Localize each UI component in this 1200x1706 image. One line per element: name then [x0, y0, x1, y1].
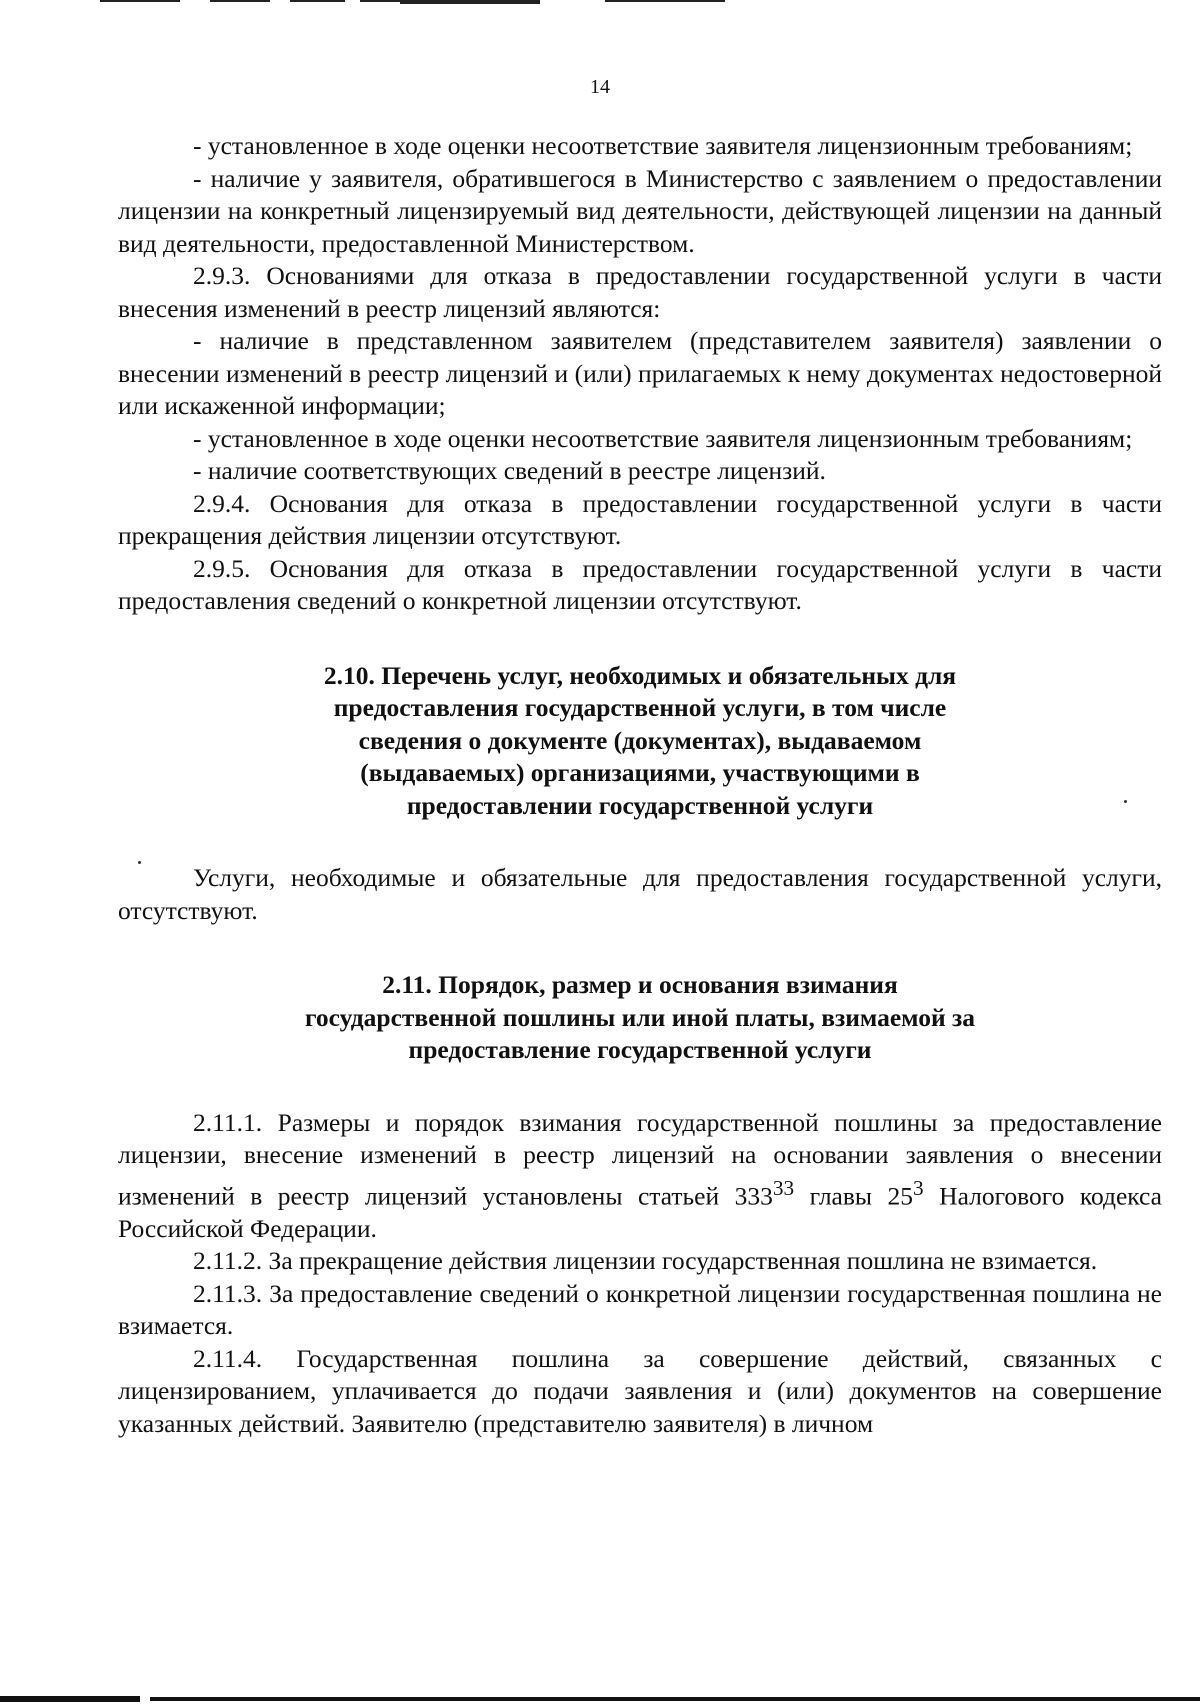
paragraph: - наличие у заявителя, обратившегося в Министерство с заявлением о предоставлении лицензии на конкретный лицензируемый вид деятельности, действующей лицензии на данный вид деятельности, предоставленной Министерством.: [118, 163, 1162, 258]
paragraph-2-11-1: [118, 1107, 1162, 1246]
paragraph: 2.11.2. За прекращение действия лицензии государственная пошлина не взимается.: [193, 1246, 1098, 1275]
paragraph: 2.9.5. Основания для отказа в предоставлении государственной услуги в части предоставления сведений о конкретной лицензии отсутствуют.: [118, 553, 1162, 615]
paragraph: - наличие в представленном заявителем (представителем заявителя) заявлении о внесении изменений в реестр лицензий и (или) прилагаемых к нему документах недостоверной или искаженной информации;: [118, 326, 1162, 420]
scan-artifact-top: [0, 0, 1200, 6]
paragraph: 2.9.4. Основания для отказа в предоставлении государственной услуги в части прекращения действия лицензии отсутствуют.: [118, 488, 1162, 550]
section-heading-2-10: 2.10. Перечень услуг, необходимых и обязательных для предоставления государственной услуги, в том числе сведения о документе (документах), выдаваемом (выдаваемых) организациями, участвующими в предоставлении государственной услуги: [323, 660, 957, 820]
paragraph: - наличие соответствующих сведений в реестре лицензий.: [193, 456, 826, 485]
superscript: 3: [913, 1175, 924, 1200]
text-span: главы 25: [794, 1181, 914, 1210]
paragraph: 2.9.3. Основаниями для отказа в предоставлении государственной услуги в части внесения изменений в реестр лицензий являются:: [118, 261, 1162, 323]
paragraph: Услуги, необходимые и обязательные для предоставления государственной услуги, отсутствуют.: [118, 863, 1162, 925]
scan-speck: [138, 861, 141, 864]
text-span: 2.11.1. Размеры и порядок взимания государственной пошлины за предоставление лицензии, внесение изменений в реестр лицензий на основании заявления о внесении изменений в реестр лицензий установлены статьей 333: [118, 1107, 1162, 1210]
document-body: [118, 130, 1162, 1440]
paragraph: - установленное в ходе оценки несоответствие заявителя лицензионным требованиям;: [193, 423, 1133, 453]
paragraph: - установленное в ходе оценки несоответствие заявителя лицензионным требованиям;: [193, 131, 1133, 160]
scan-speck: [1124, 800, 1127, 803]
superscript: 33: [772, 1175, 795, 1200]
paragraph: 2.11.4. Государственная пошлина за совершение действий, связанных с лицензированием, уплачивается до подачи заявления и (или) документов на совершение указанных действий. Заявителю (представителю заявителя) в личном: [118, 1343, 1162, 1438]
scan-artifact-bottom: [0, 1692, 1200, 1706]
paragraph: 2.11.3. За предоставление сведений о конкретной лицензии государственная пошлина не взимается.: [118, 1278, 1162, 1340]
text-span: Налогового кодекса Российской Федерации.: [118, 1181, 1162, 1243]
page-number: 14: [590, 76, 610, 98]
section-heading-2-11: 2.11. Порядок, размер и основания взимания государственной пошлины или иной платы, взимаемой за предоставление государственной услуги: [304, 970, 976, 1064]
